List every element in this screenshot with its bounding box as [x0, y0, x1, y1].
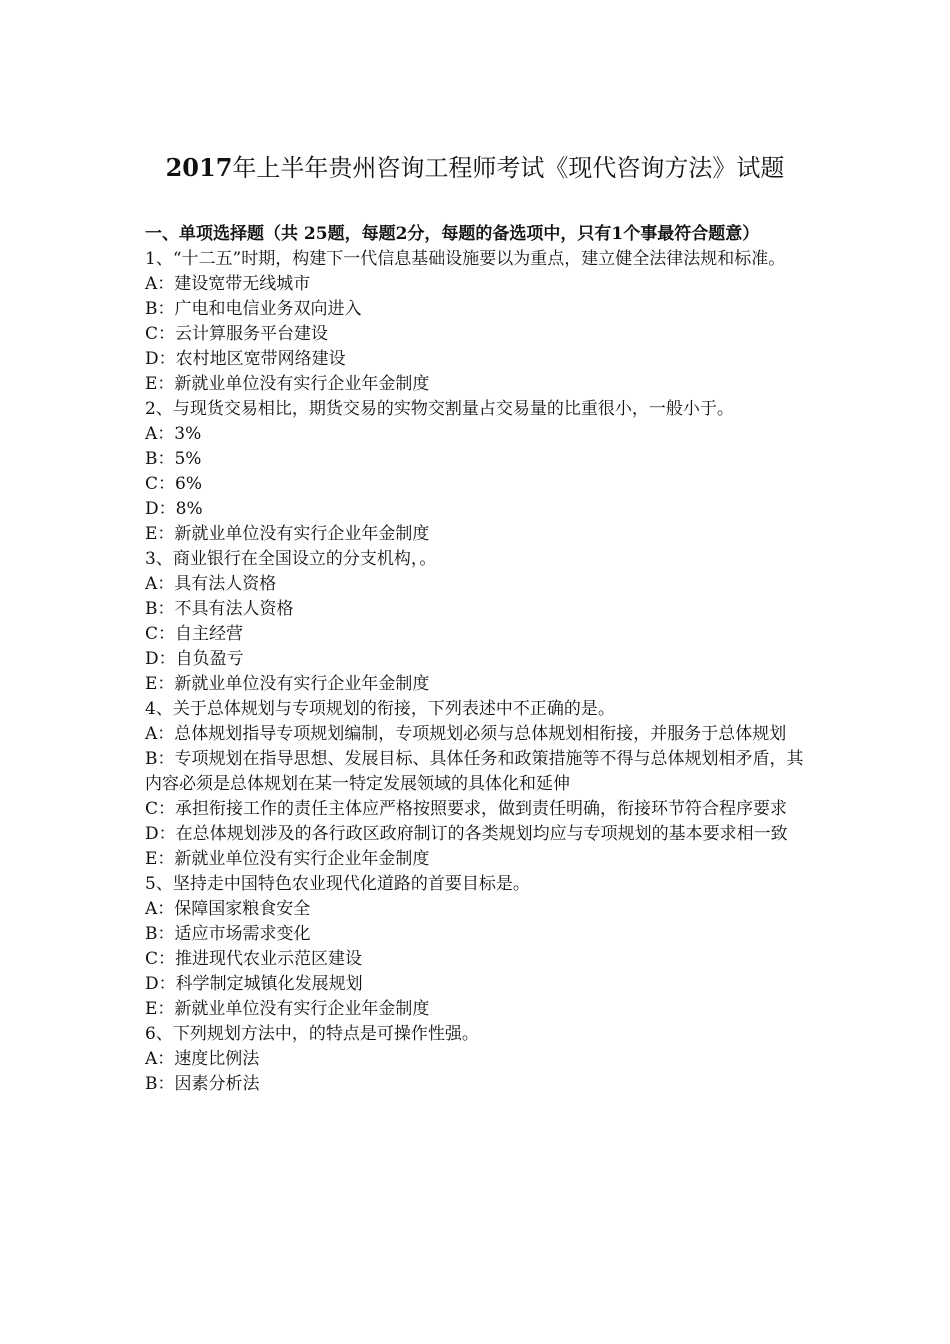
answer-option: E：新就业单位没有实行企业年金制度	[145, 374, 430, 394]
question-block	[145, 697, 810, 872]
question-stem: 2、与现货交易相比，期货交易的实物交割量占交易量的比重很小，一般小于。	[145, 399, 734, 419]
answer-option: B：不具有法人资格	[145, 599, 294, 619]
answer-option: C：云计算服务平台建设	[145, 324, 329, 344]
answer-option: B：5%	[145, 449, 202, 469]
question-block	[145, 872, 810, 1022]
answer-option: E：新就业单位没有实行企业年金制度	[145, 849, 430, 869]
answer-option: E：新就业单位没有实行企业年金制度	[145, 674, 430, 694]
document-body	[145, 222, 810, 1097]
answer-option: B：广电和电信业务双向进入	[145, 299, 362, 319]
question-stem: 3、商业银行在全国设立的分支机构，。	[145, 549, 437, 569]
answer-option: B：因素分析法	[145, 1074, 260, 1094]
answer-option: D：自负盈亏	[145, 649, 244, 669]
section-heading: 一、单项选择题（共 25题，每题2分，每题的备选项中，只有1个事最符合题意）	[145, 224, 760, 244]
question-block	[145, 247, 810, 397]
answer-option: A：保障国家粮食安全	[145, 899, 311, 919]
answer-option: C：承担衔接工作的责任主体应严格按照要求，做到责任明确，衔接环节符合程序要求	[145, 799, 788, 819]
answer-option: A：速度比例法	[145, 1049, 260, 1069]
question-stem: 5、坚持走中国特色农业现代化道路的首要目标是。	[145, 874, 530, 894]
question-block	[145, 1022, 810, 1097]
answer-option: A：具有法人资格	[145, 574, 277, 594]
question-stem: 4、关于总体规划与专项规划的衔接，下列表述中不正确的是。	[145, 699, 615, 719]
answer-option: A：3%	[145, 424, 202, 444]
question-block	[145, 397, 810, 547]
answer-option: C：6%	[145, 474, 202, 494]
question-stem: 1、“十二五”时期，构建下一代信息基础设施要以为重点，建立健全法律法规和标准。	[145, 249, 786, 269]
answer-option: A：建设宽带无线城市	[145, 274, 311, 294]
answer-option: C：自主经营	[145, 624, 244, 644]
answer-option: E：新就业单位没有实行企业年金制度	[145, 524, 430, 544]
question-list	[145, 247, 810, 1097]
answer-option: A：总体规划指导专项规划编制，专项规划必须与总体规划相衔接，并服务于总体规划	[145, 724, 787, 744]
answer-option: D：在总体规划涉及的各行政区政府制订的各类规划均应与专项规划的基本要求相一致	[145, 824, 788, 844]
question-block	[145, 547, 810, 697]
answer-option: B：适应市场需求变化	[145, 924, 311, 944]
answer-option: B：专项规划在指导思想、发展目标、具体任务和政策措施等不得与总体规划相矛盾，其内容必须是总体规划在某一特定发展领域的具体化和延伸	[145, 749, 804, 794]
answer-option: D：8%	[145, 499, 203, 519]
answer-option: E：新就业单位没有实行企业年金制度	[145, 999, 430, 1019]
title-text: 年上半年贵州咨询工程师考试《现代咨询方法》试题	[232, 154, 785, 182]
title-year: 2017	[165, 153, 233, 182]
question-stem: 6、下列规划方法中，的特点是可操作性强。	[145, 1024, 479, 1044]
answer-option: C：推进现代农业示范区建设	[145, 949, 363, 969]
answer-option: D：农村地区宽带网络建设	[145, 349, 346, 369]
document-title	[0, 150, 950, 186]
answer-option: D：科学制定城镇化发展规划	[145, 974, 363, 994]
